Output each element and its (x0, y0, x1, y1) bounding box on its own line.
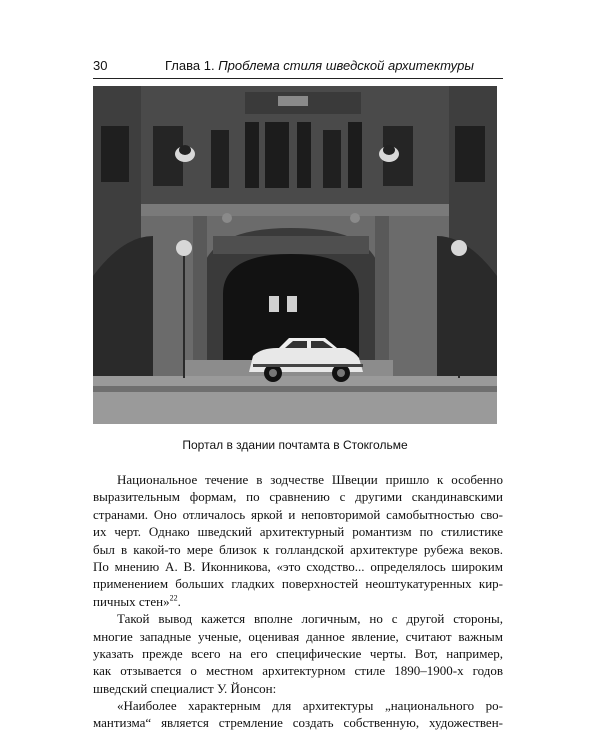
text-line: «Наиболее характерным для архитектуры „национального ро- (117, 698, 503, 714)
text-line: выразительным формам, по сравнению с другими скандинавскими (93, 489, 503, 505)
text-line: шведский специалист У. Йонсон: (93, 680, 277, 696)
text-line: применением больших гладких поверхностей неоштукатуренных кир- (93, 576, 503, 592)
text-line: странами. Оно отличалось яркой и неповторимой самобытностью сво- (93, 506, 503, 522)
text-line: указать прежде всего на его специфические черты. Вот, например, (93, 645, 503, 661)
photo-illustration (93, 86, 497, 424)
running-title (165, 58, 474, 74)
text-line: был в какой-то мере близок к голландской архитектуре рубежа веков. (93, 541, 503, 557)
text-line: По мнению А. В. Иконникова, «это сходство... определялось широким (93, 558, 503, 574)
body-text (93, 471, 503, 732)
footnote-reference: 22 (169, 593, 178, 603)
text-line: их черт. Однако шведский архитектурный романтизм по стилистике (93, 524, 503, 540)
chapter-prefix: Глава 1. (165, 58, 215, 73)
text-line: мантизма“ является стремление создать собственную, художествен- (93, 715, 503, 731)
sentence-end: . (177, 593, 181, 609)
page-header (93, 58, 503, 79)
text-line-with-footnote (93, 593, 503, 610)
text-line: как отзывается о местном архитектурном стиле 1890–1900-х годов (93, 663, 503, 679)
page-number: 30 (93, 58, 108, 73)
figure-caption: Портал в здании почтамта в Стокгольме (182, 438, 408, 452)
text-line: пичных стен» (93, 593, 170, 609)
text-line: многие западные ученые, оценивая данное явление, считают важным (93, 628, 503, 644)
post-office-portal-photo (93, 86, 497, 424)
text-line: Такой вывод кажется вполне логичным, но с другой стороны, (117, 611, 503, 627)
chapter-title: Проблема стиля шведской архитектуры (218, 58, 474, 73)
text-line: Национальное течение в зодчестве Швеции пришло к особенно (117, 472, 503, 487)
